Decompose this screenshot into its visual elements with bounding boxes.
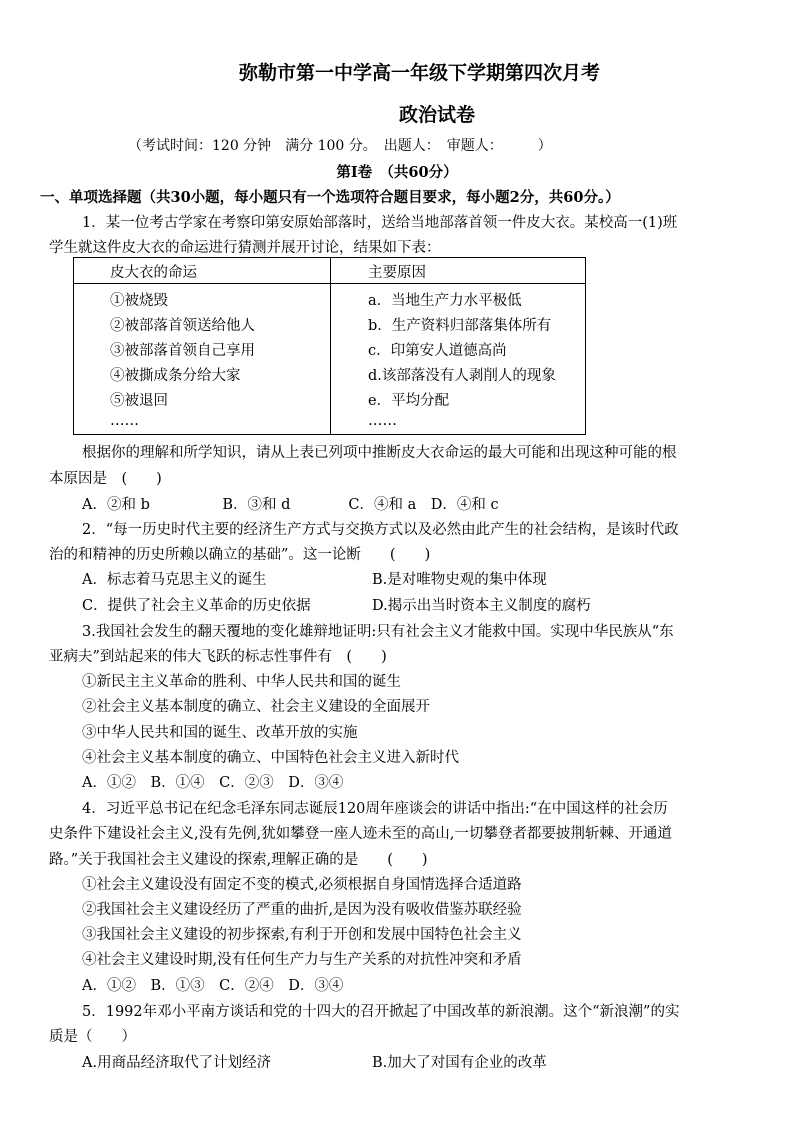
table-cell-reason: a．当地生产力水平极低 [368, 293, 522, 309]
table-cell-fate: ③被部落首领自己享用 [110, 343, 255, 359]
q4-options: A．①② B．①③ C．②④ D．③④ [82, 978, 344, 994]
table-cell-reason: b．生产资料归部落集体所有 [368, 318, 552, 334]
q3-item: ④社会主义基本制度的确立、中国特色社会主义进入新时代 [82, 750, 459, 766]
table-cell-fate: ①被烧毁 [110, 293, 168, 309]
q3-stem-line2: 亚病夫”到站起来的伟大飞跃的标志性事件有 ( ) [49, 649, 387, 665]
volume-heading: 第Ⅰ卷 （共60分） [336, 164, 458, 181]
table-divider [330, 258, 331, 434]
table-cell-reason: c．印第安人道德高尚 [368, 343, 507, 359]
q5-option-a: A.用商品经济取代了计划经济 [82, 1055, 272, 1071]
table-cell-fate: ④被撕成条分给大家 [110, 368, 241, 384]
q1-stem-line2: 学生就这件皮大衣的命运进行猜测并展开讨论，结果如下表： [49, 240, 441, 256]
q4-stem-line2: 史条件下建设社会主义,没有先例,犹如攀登一座人迹未至的高山,一切攀登者都要披荆斩棘、开通道 [49, 826, 672, 842]
q2-option-a: A．标志着马克思主义的诞生 [82, 572, 267, 588]
q1-follow-line1: 根据你的理解和所学知识，请从上表已列项中推断皮大衣命运的最大可能和出现这种可能的根 [82, 445, 677, 461]
q2-stem-line2: 治的和精神的历史所赖以确立的基础”。这一论断 ( ) [49, 547, 431, 563]
q3-item: ①新民主主义革命的胜利、中华人民共和国的诞生 [82, 674, 401, 690]
q3-item: ③中华人民共和国的诞生、改革开放的实施 [82, 725, 358, 741]
q4-stem-line1: 4．习近平总书记在纪念毛泽东同志诞辰120周年座谈会的讲话中指出:“在中国这样的社会历 [82, 801, 668, 817]
q1-options: A．②和 b B．③和 d C．④和 a D．④和 c [82, 497, 499, 513]
table-header-rule [74, 283, 585, 284]
q4-item: ②我国社会主义建设经历了严重的曲折,是因为没有吸收借鉴苏联经验 [82, 902, 522, 918]
exam-title: 弥勒市第一中学高一年级下学期第四次月考 [238, 62, 600, 84]
q2-option-b: B.是对唯物史观的集中体现 [372, 572, 547, 588]
q5-stem-line2: 质是（ ） [49, 1029, 136, 1045]
table-header-reason: 主要原因 [368, 265, 426, 281]
q4-item: ③我国社会主义建设的初步探索,有利于开创和发展中国特色社会主义 [82, 927, 522, 943]
q3-options: A．①② B．①④ C．②③ D．③④ [82, 775, 344, 791]
q2-option-c: C．提供了社会主义革命的历史依据 [82, 598, 311, 614]
exam-subtitle: 政治试卷 [398, 104, 475, 126]
table-cell-reason: …… [368, 413, 397, 429]
q2-stem-line1: 2．“每一历史时代主要的经济生产方式与交换方式以及必然由此产生的社会结构，是该时代政 [82, 522, 679, 538]
table-cell-fate: ⑤被退回 [110, 393, 168, 409]
q3-stem-line1: 3.我国社会发生的翻天覆地的变化雄辩地证明:只有社会主义才能救中国。实现中华民族从“东 [82, 624, 674, 640]
table-cell-fate: ②被部落首领送给他人 [110, 318, 255, 334]
q2-option-d: D.揭示出当时资本主义制度的腐朽 [372, 598, 591, 614]
q4-item: ①社会主义建设没有固定不变的模式,必须根据自身国情选择合适道路 [82, 877, 522, 893]
q5-option-b: B.加大了对国有企业的改革 [372, 1055, 547, 1071]
q5-stem-line1: 5．1992年邓小平南方谈话和党的十四大的召开掀起了中国改革的新浪潮。这个“新浪潮”的实 [82, 1004, 680, 1020]
q3-item: ②社会主义基本制度的确立、社会主义建设的全面展开 [82, 699, 430, 715]
table-cell-reason: e．平均分配 [368, 393, 450, 409]
section-heading: 一、单项选择题（共30小题，每小题只有一个选项符合题目要求，每小题2分，共60分。） [40, 189, 620, 206]
q1-follow-line2: 本原因是 ( ) [49, 471, 162, 487]
exam-meta: （考试时间：120 分钟 满分 100 分。 出题人： 审题人： ） [128, 138, 552, 154]
fate-table [73, 257, 586, 435]
q4-item: ④社会主义建设时期,没有任何生产力与生产关系的对抗性冲突和矛盾 [82, 952, 522, 968]
table-cell-fate: …… [110, 413, 139, 429]
table-header-fate: 皮大衣的命运 [110, 265, 197, 281]
q4-stem-line3: 路。”关于我国社会主义建设的探索,理解正确的是 ( ) [49, 852, 428, 868]
q1-stem-line1: 1．某一位考古学家在考察印第安原始部落时，送给当地部落首领一件皮大衣。某校高一(1)班 [82, 215, 678, 231]
table-cell-reason: d.该部落没有人剥削人的现象 [368, 368, 556, 384]
